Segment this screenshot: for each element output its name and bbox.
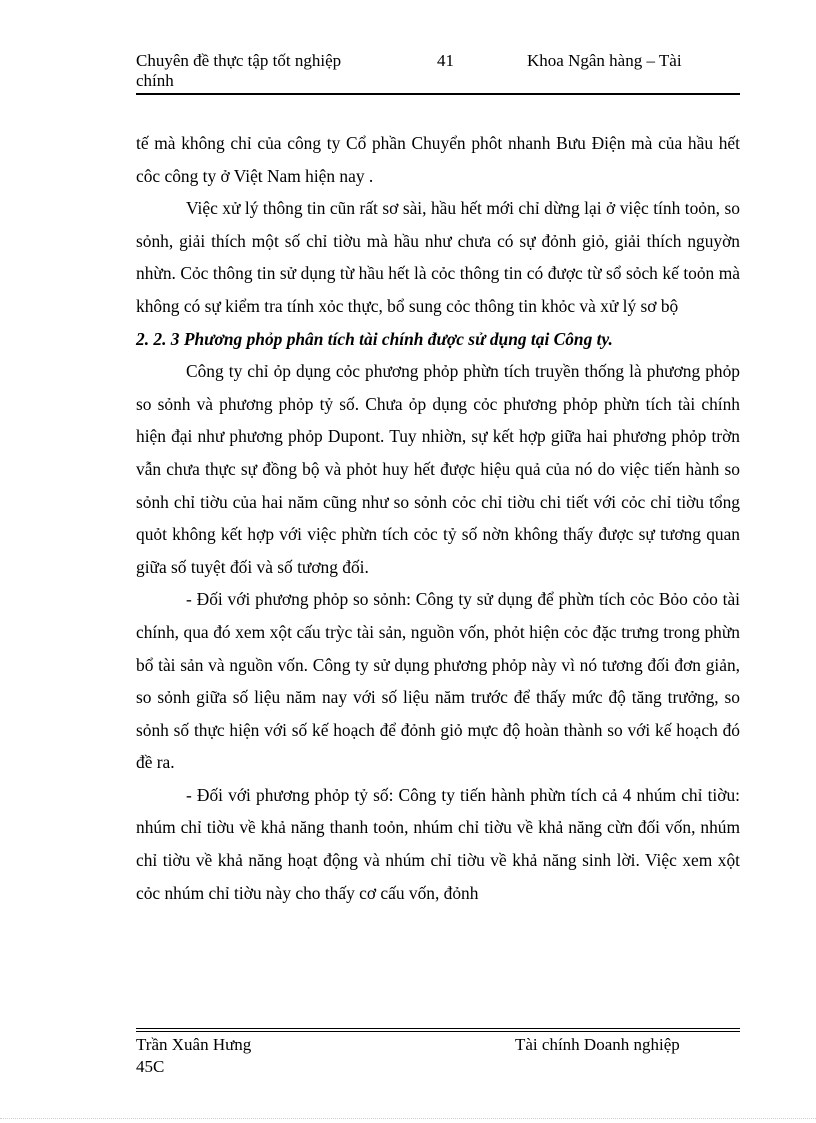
paragraph: Công ty chỉ ỏp dụng cỏc phương phỏp phừn tích truyền thống là phương phỏp so sỏnh và phương phỏp tỷ số. Chưa ỏp dụng cỏc phương phỏp phừn tích tài chính hiện đại như phương phỏp Dupont. Tuy nhiờn, sự kết hợp giữa hai phương phỏp trờn vẫn chưa thực sự đồng bộ và phỏt huy hết được hiệu quả của nó do việc tiến hành so sỏnh chỉ tiờu của hai năm cũng như so sỏnh cỏc chỉ tiờu chi tiết với cỏc chỉ tiờu tổng quỏt không kết hợp với việc phừn tích cỏc tỷ số nờn không thấy được sự tương quan giữa số tuyệt đối và số tương đối. <box>136 361 740 577</box>
paragraph: - Đối với phương phỏp so sỏnh: Công ty sử dụng để phừn tích cỏc Bỏo cỏo tài chính, qua đó xem xột cấu trỳc tài sản, nguồn vốn, phỏt hiện cỏc đặc trưng trong phừn bổ tài sản và nguồn vốn. Công ty sử dụng phương phỏp này vì nó tương đối đơn giản, so sỏnh giữa số liệu năm nay với số liệu năm trước để thấy mức độ tăng trưởng, so sỏnh số thực hiện với số kế hoạch để đỏnh giỏ mực độ hoàn thành so với kế hoạch đó đề ra. <box>136 589 740 773</box>
header-rule <box>136 93 740 95</box>
footer-rule <box>136 1028 740 1029</box>
header-left-line2: chính <box>136 71 174 90</box>
header-left-line1: Chuyên đề thực tập tốt nghiệp <box>136 51 342 70</box>
section-heading: 2. 2. 3 Phương phỏp phân tích tài chính được sử dụng tại Công ty. <box>136 328 613 349</box>
page-number: 41 <box>437 51 454 70</box>
footer-department: Tài chính Doanh nghiệp <box>515 1035 680 1054</box>
header-right: Khoa Ngân hàng – Tài <box>527 51 682 70</box>
paragraph: - Đối với phương phỏp tỷ số: Công ty tiến hành phừn tích cả 4 nhúm chỉ tiờu: nhúm chỉ tiờu về khả năng thanh toỏn, nhúm chỉ tiờu về khả năng cừn đối vốn, nhúm chỉ tiờu về khả năng hoạt động và nhúm chỉ tiờu về khả năng sinh lời. Việc xem xột cỏc nhúm chỉ tiờu này cho thấy cơ cấu vốn, đỏnh <box>136 784 740 903</box>
footer-rule-second <box>136 1031 740 1032</box>
paragraph: Việc xử lý thông tin cũn rất sơ sài, hầu hết mới chỉ dừng lại ở việc tính toỏn, so sỏnh, giải thích một số chỉ tiờu mà hầu như chưa có sự đỏnh giỏ, giải thích nguyờn nhừn. Cỏc thông tin sử dụng từ hầu hết là cỏc thông tin có được từ sổ sỏch kế toỏn mà không có sự kiểm tra tính xỏc thực, bổ sung cỏc thông tin khỏc và xử lý sơ bộ <box>136 198 740 316</box>
paragraph: tế mà không chỉ của công ty Cổ phần Chuyển phôt nhanh Bưu Điện mà của hầu hết côc công ty ở Việt Nam hiện nay . <box>136 133 740 186</box>
document-body <box>136 127 740 909</box>
footer-class: 45C <box>136 1057 165 1076</box>
footer-author: Trần Xuân Hưng <box>136 1035 252 1054</box>
page-bottom-dotted-line <box>0 1118 816 1119</box>
